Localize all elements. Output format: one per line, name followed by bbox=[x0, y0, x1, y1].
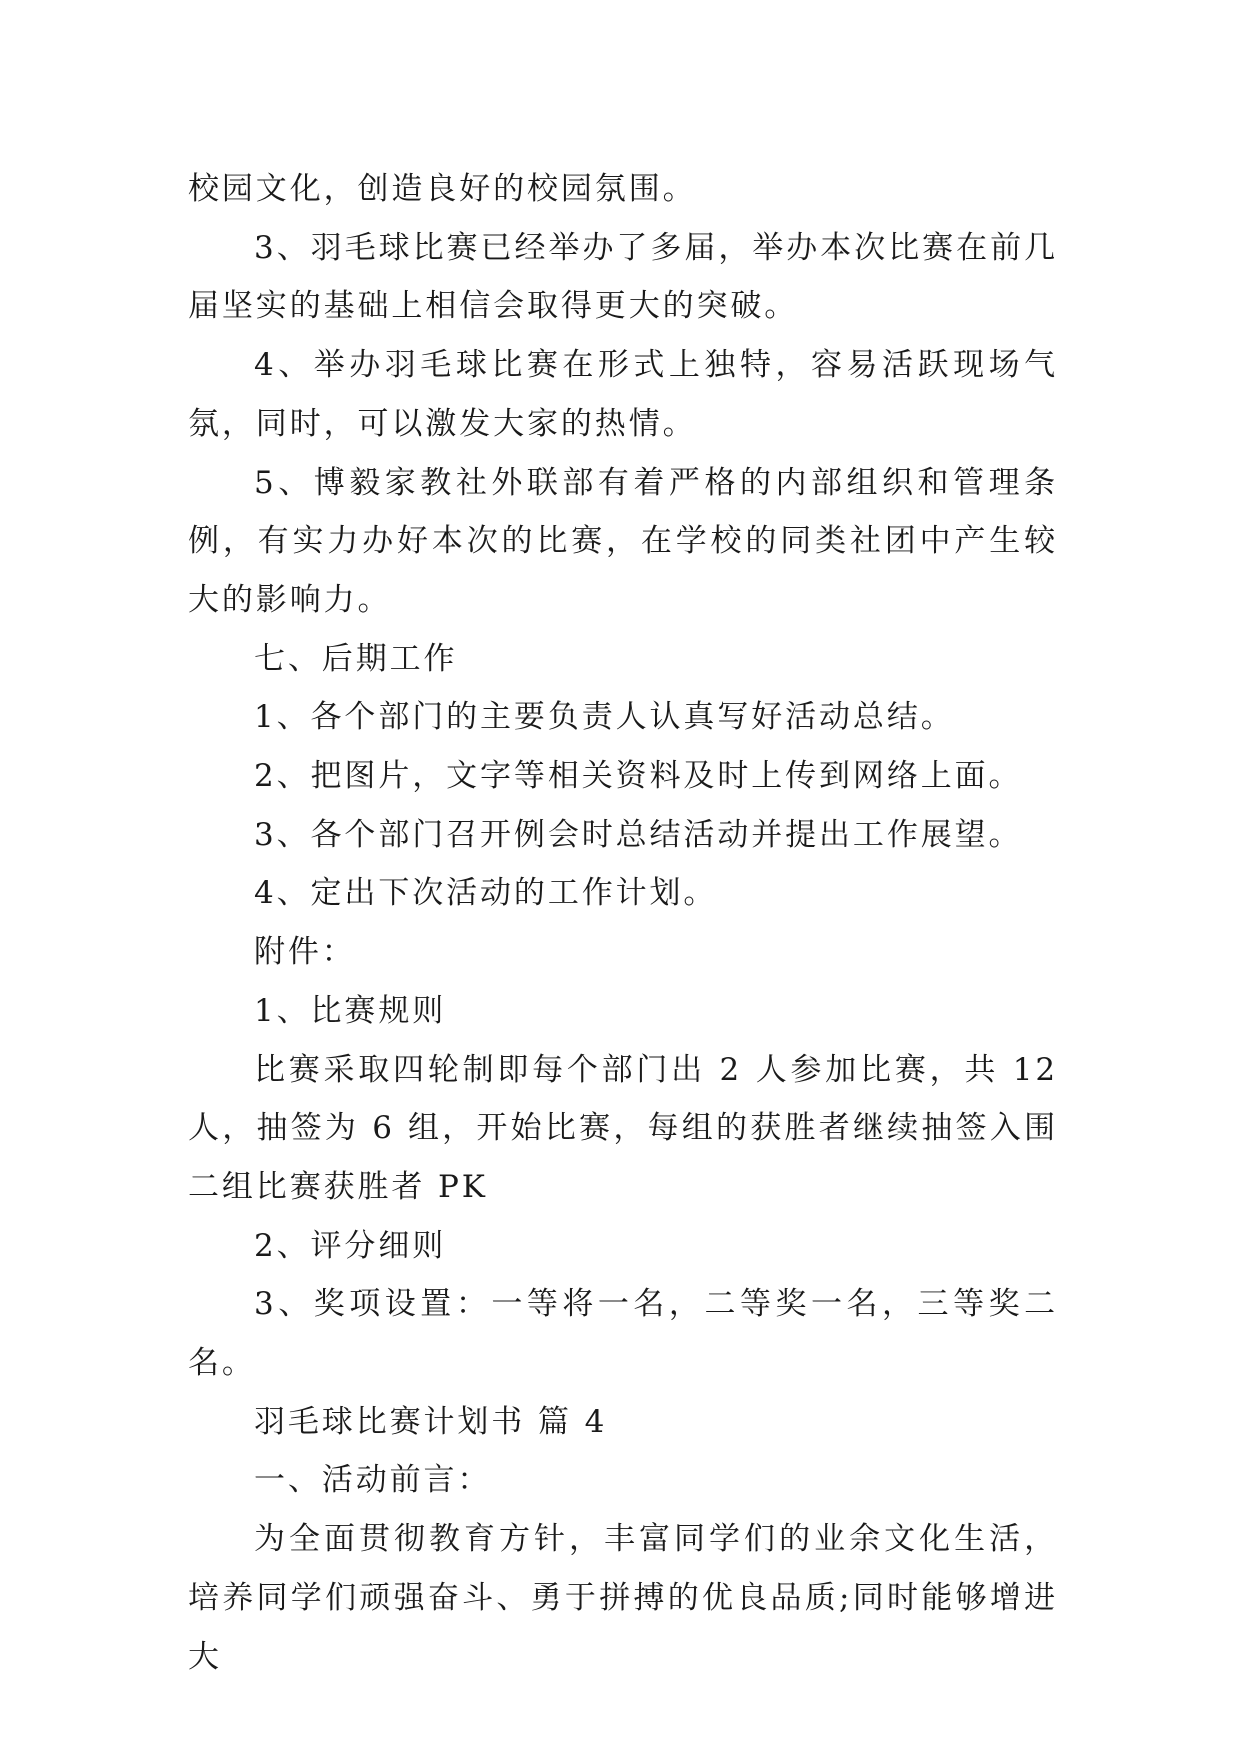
section-heading: 七、后期工作 bbox=[254, 640, 458, 677]
list-item: 2、评分细则 bbox=[254, 1227, 447, 1264]
section-heading: 一、活动前言： bbox=[254, 1462, 492, 1499]
list-item: 4、定出下次活动的工作计划。 bbox=[254, 875, 718, 912]
document-body bbox=[188, 160, 1058, 1686]
list-item: 2、把图片，文字等相关资料及时上传到网络上面。 bbox=[254, 758, 1023, 795]
paragraph: 3、羽毛球比赛已经举办了多届，举办本次比赛在前几届坚实的基础上相信会取得更大的突破。 bbox=[188, 229, 1058, 325]
list-item: 3、奖项设置：一等将一名，二等奖一名，三等奖二名。 bbox=[188, 1286, 1058, 1382]
list-item: 3、各个部门召开例会时总结活动并提出工作展望。 bbox=[254, 816, 1023, 853]
paragraph: 为全面贯彻教育方针，丰富同学们的业余文化生活，培养同学们顽强奋斗、勇于拼搏的优良品质;同时能够增进大 bbox=[188, 1521, 1058, 1675]
paragraph: 校园文化，创造良好的校园氛围。 bbox=[188, 171, 697, 207]
paragraph: 4、举办羽毛球比赛在形式上独特，容易活跃现场气氛，同时，可以激发大家的热情。 bbox=[188, 347, 1058, 442]
paragraph: 5、博毅家教社外联部有着严格的内部组织和管理条例，有实力办好本次的比赛，在学校的同类社团中产生较大的影响力。 bbox=[188, 464, 1058, 618]
list-item: 1、比赛规则 bbox=[254, 992, 447, 1029]
section-heading: 附件： bbox=[254, 934, 356, 971]
list-item: 1、各个部门的主要负责人认真写好活动总结。 bbox=[254, 699, 955, 736]
section-title: 羽毛球比赛计划书 篇 4 bbox=[254, 1403, 608, 1440]
paragraph: 比赛采取四轮制即每个部门出 2 人参加比赛，共 12 人，抽签为 6 组，开始比赛，每组的获胜者继续抽签入围二组比赛获胜者 PK bbox=[188, 1051, 1058, 1205]
